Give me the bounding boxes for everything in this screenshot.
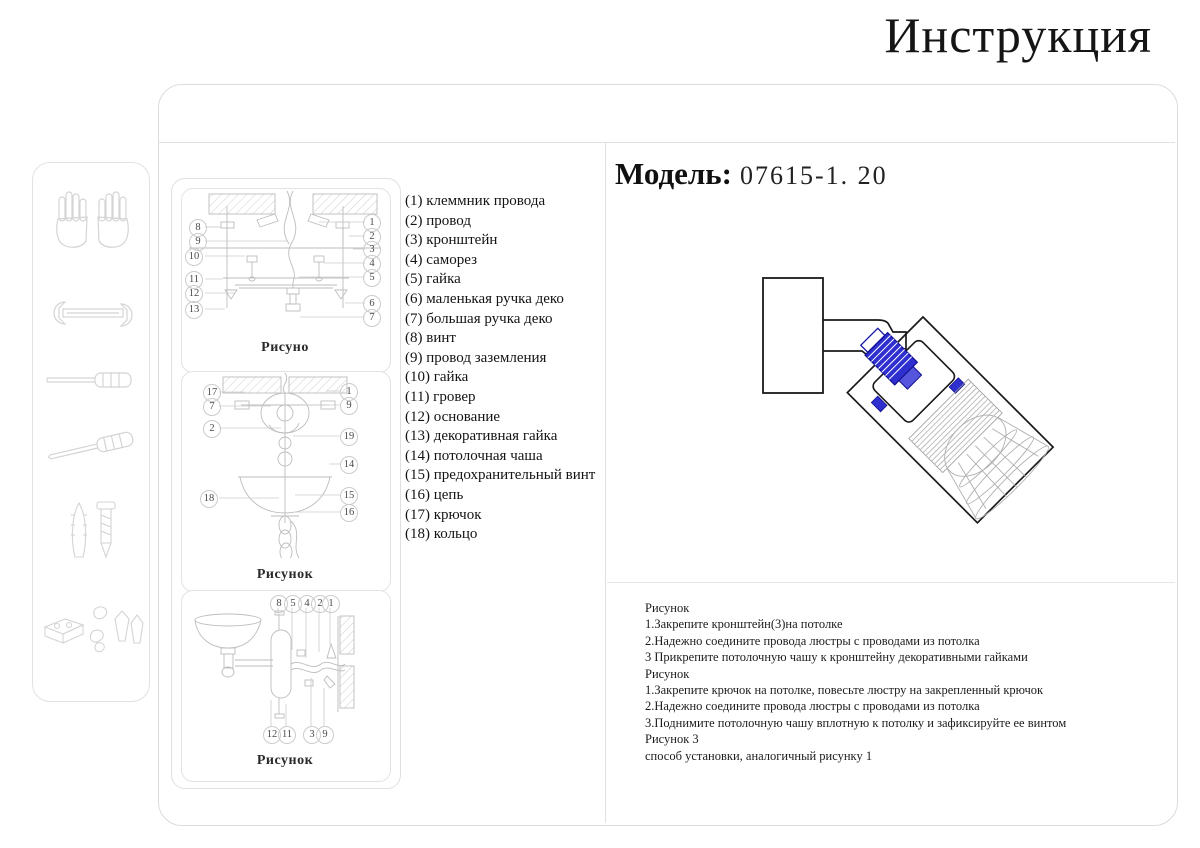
callout: 15 <box>340 487 358 505</box>
wrench-icon <box>47 293 139 333</box>
callout: 11 <box>278 726 296 744</box>
figure-2-caption: Рисунок <box>256 567 314 582</box>
part-item: (1) клеммник провода <box>405 193 546 209</box>
callout: 7 <box>203 398 221 416</box>
callout: 13 <box>185 301 203 319</box>
model-header <box>615 156 888 192</box>
callout: 19 <box>340 428 358 446</box>
part-item: (4) саморез <box>405 251 477 268</box>
installation-instructions <box>645 600 1125 764</box>
part-item: (9) провод заземления <box>405 349 547 366</box>
lamp-technical-drawing <box>610 250 1090 570</box>
callout: 12 <box>185 285 203 303</box>
callout: 4 <box>298 595 316 613</box>
bulb-wireframe <box>922 393 1053 524</box>
header-divider <box>159 142 1175 143</box>
model-number: 07615-1. 20 <box>740 161 888 190</box>
wall-plate <box>763 278 823 393</box>
screwdriver-tilted-icon <box>45 415 141 473</box>
instruction-line: 1.Закрепите крючок на потолке, повесьте люстру на закрепленный крючок <box>645 683 1044 698</box>
part-item: (12) основание <box>405 408 501 425</box>
callout: 1 <box>322 595 340 613</box>
callout: 16 <box>340 504 358 522</box>
callout: 2 <box>311 595 329 613</box>
callout: 6 <box>363 295 381 313</box>
callout: 10 <box>185 248 203 266</box>
callout: 3 <box>303 726 321 744</box>
callout: 3 <box>363 241 381 259</box>
instruction-line: Рисунок <box>645 666 690 681</box>
callout: 9 <box>316 726 334 744</box>
callout: 14 <box>340 456 358 474</box>
part-item: (10) гайка <box>405 369 469 386</box>
callout: 7 <box>363 309 381 327</box>
instruction-line: 2.Надежно соедините провода люстры с проводами из потолка <box>645 633 980 648</box>
part-item: (13) декоративная гайка <box>405 428 558 445</box>
callout: 5 <box>284 595 302 613</box>
callout: 8 <box>270 595 288 613</box>
part-item: (15) предохранительный винт <box>405 467 596 484</box>
callout: 17 <box>203 384 221 402</box>
part-item: (5) гайка <box>405 271 461 288</box>
callout: 5 <box>363 269 381 287</box>
instruction-line: 3 Прикрепите потолочную чашу к кронштейну декоративными гайками <box>645 650 1028 665</box>
part-item: (6) маленькая ручка деко <box>405 290 564 307</box>
instruction-line: 1.Закрепите кронштейн(3)на потолке <box>645 617 843 632</box>
callout: 1 <box>363 214 381 232</box>
gloves-icon <box>53 189 133 269</box>
page-title: Инструкция <box>884 7 1152 63</box>
callout: 1 <box>340 383 358 401</box>
callout: 4 <box>363 255 381 273</box>
part-item: (8) винт <box>405 330 456 347</box>
callout: 11 <box>185 271 203 289</box>
instruction-line: 2.Надежно соедините провода люстры с проводами из потолка <box>645 699 980 714</box>
part-item: (7) большая ручка деко <box>405 310 553 327</box>
figure-3-drawing <box>181 608 385 730</box>
callout: 2 <box>203 420 221 438</box>
callout: 18 <box>200 490 218 508</box>
parts-list <box>405 192 601 545</box>
instruction-line: Рисунок <box>645 601 690 615</box>
screwdriver-icon <box>45 369 137 393</box>
pivot-knob-blue <box>858 325 926 393</box>
figure-3-caption: Рисунок <box>256 753 314 768</box>
model-label: Модель: <box>615 156 733 191</box>
instruction-line: 3.Поднимите потолочную чашу вплотную к потолку и зафиксируйте ее винтом <box>645 715 1067 730</box>
spot-head <box>830 300 1055 525</box>
part-item: (14) потолочная чаша <box>405 447 543 464</box>
part-item: (17) крючок <box>405 506 482 523</box>
right-panel-divider <box>607 582 1175 583</box>
tools-sidebar <box>32 162 150 702</box>
mounting-hardware-icon <box>39 601 145 659</box>
callout: 2 <box>363 228 381 246</box>
part-item: (11) гровер <box>405 388 476 405</box>
figure-1-drawing <box>183 190 387 335</box>
blue-clip-bottom <box>871 396 887 412</box>
part-item: (2) провод <box>405 212 471 229</box>
figure-1-caption: Рисуно <box>261 340 309 355</box>
part-item: (16) цепь <box>405 486 464 503</box>
instruction-line: Рисунок 3 <box>645 732 699 747</box>
anchor-and-screw-icon <box>63 499 123 567</box>
callout: 12 <box>263 726 281 744</box>
callout: 9 <box>340 397 358 415</box>
callout: 9 <box>189 233 207 251</box>
vertical-divider <box>605 143 606 823</box>
part-item: (18) кольцо <box>405 526 478 543</box>
part-item: (3) кронштейн <box>405 232 498 249</box>
instruction-line: способ установки, аналогичный рисунку 1 <box>645 748 873 763</box>
callout: 8 <box>189 219 207 237</box>
